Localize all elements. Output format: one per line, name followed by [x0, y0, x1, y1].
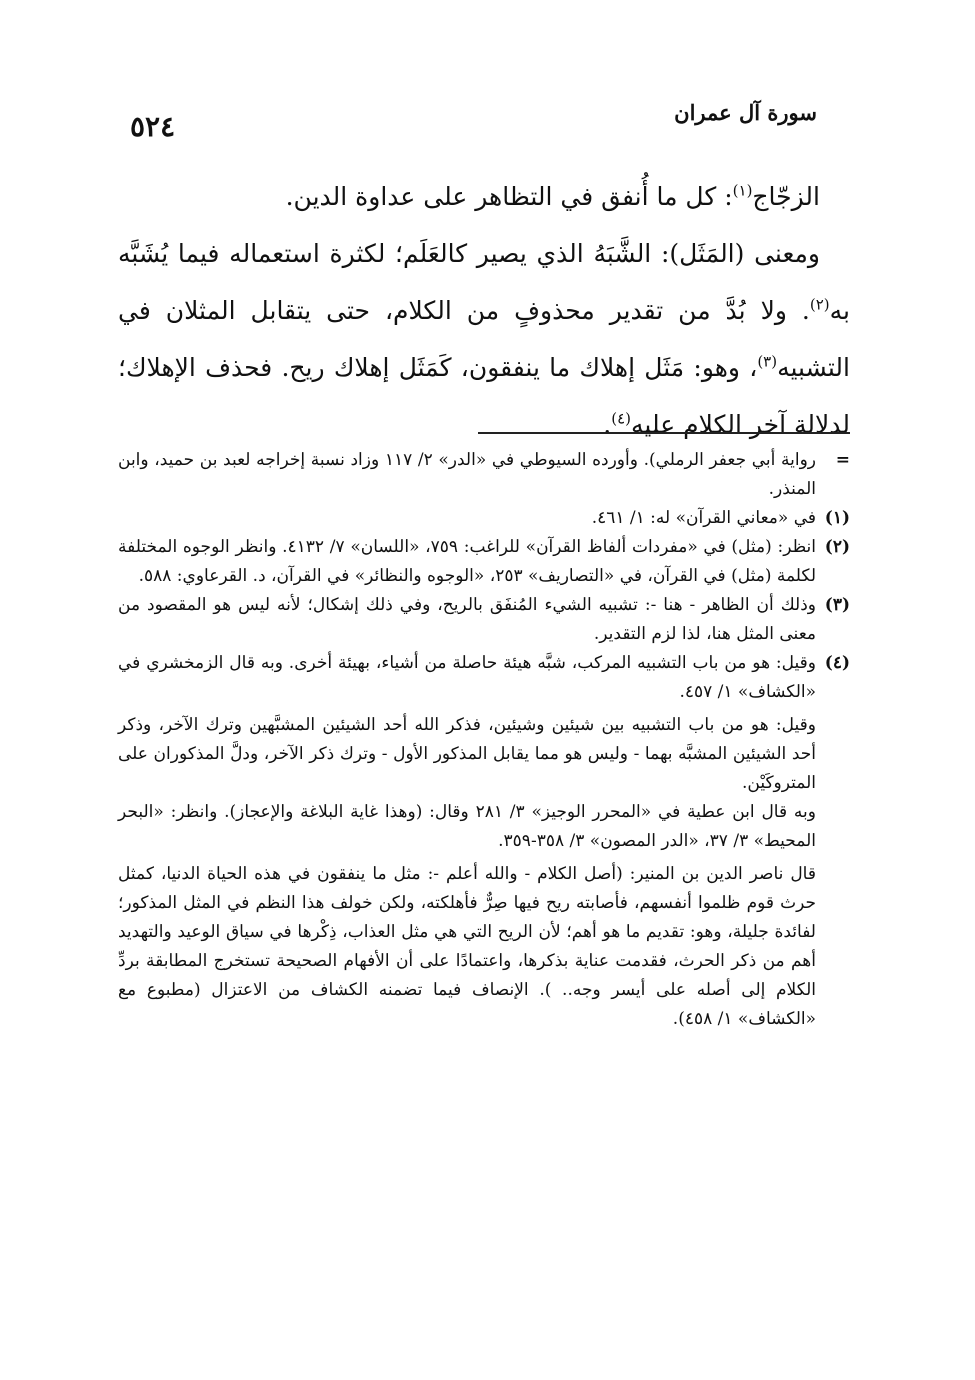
footnote-number: (٤) — [824, 653, 850, 673]
main-paragraph-2 — [118, 225, 850, 453]
page-number: ٥٢٤ — [130, 110, 176, 143]
continuation-marker: = — [835, 450, 850, 470]
main-text-span: : كل ما أُنفق في التظاهر على عداوة الدين. — [285, 182, 733, 211]
footnote-text: انظر: (مثل) في «مفردات ألفاظ القرآن» للراغب: ٧٥٩، «اللسان» ٧/ ٤١٣٢. وانظر الوجوه المختلفة لكلمة (مثل) في القرآن، في «التصاريف» ٢٥٣، «الوجوه والنظائر» في القرآن، د. القرعاوي: ٥٨٨. — [118, 537, 816, 586]
main-text-span: ومعنى (المَثَل): الشَّبَهُ الذي يصير كالعَلَم؛ لكثرة استعماله فيما يُشَبَّه به — [118, 239, 850, 325]
running-header — [118, 92, 857, 152]
footnote-separator — [478, 432, 850, 434]
footnote-ref-3: (٣) — [757, 352, 778, 371]
footnote-4-paragraph-2: وقيل: هو من باب التشبيه بين شيئين وشيئين، فذكر الله أحد الشيئين المشبَّهين وترك الآخر، وذكر أحد الشيئين المشبَّه بهما - وليس هو مما يقابل المذكور الأول - وترك ذكر الآخر، ودلَّ المذكوران على المتروكَيْن. — [118, 715, 816, 793]
main-text-span: . ولا بُدَّ من تقدير محذوفٍ من الكلام، حتى يتقابل المثلان في التشبيه — [118, 296, 850, 382]
footnote-2 — [118, 533, 850, 591]
footnote-number: (١) — [824, 508, 850, 528]
footnote-4-paragraph-3: وبه قال ابن عطية في «المحرر الوجيز» ٣/ ٢٨١ وقال: (وهذا غاية البلاغة والإعجاز). وانظر: «البحر المحيط» ٣/ ٣٧، «الدر المصون» ٣/ ٣٥٨-٣٥٩. — [118, 802, 816, 851]
main-text-span: ، وهو: مَثَل إهلاك ما ينفقون، كَمَثَل إهلاك ريح. فحذف الإهلاك؛ لدلالة آخر الكلام عليه — [118, 353, 850, 439]
footnote-4 — [118, 649, 850, 707]
main-paragraph-1 — [118, 168, 850, 225]
footnote-3 — [118, 591, 850, 649]
footnotes — [118, 446, 850, 1034]
footnote-ref-1: (١) — [732, 181, 753, 200]
footnote-1 — [118, 504, 850, 533]
footnote-4-paragraph-4: قال ناصر الدين بن المنير: (أصل الكلام - والله أعلم -: مثل ما ينفقون في هذه الحياة الدنيا، كمثل حرث قوم ظلموا أنفسهم، فأصابته ريح فيها صِرٌّ فأهلكته، ولكن خولف هذا النظم في المثل المذكور؛ لفائدة جليلة، وهو: تقديم ما هو أهم؛ لأن الريح التي هي مثل العذاب، ذِكْرها في سياق الوعيد والتهديد أهم من ذكر الحرث، فقدمت عناية بذكرها، واعتمادًا على أن الأفهام الصحيحة تستخرج المطابقة بردِّ الكلام إلى أصله على أيسر وجه.. ). الإنصاف فيما تضمنه الكشاف من الاعتزال (مطبوع مع «الكشاف» ١/ ٤٥٨). — [118, 864, 816, 1029]
main-text — [118, 168, 850, 453]
footnote-number: (٣) — [824, 595, 850, 615]
main-text-span: الزجّاج — [752, 182, 820, 211]
footnote-continuation — [118, 446, 850, 504]
footnote-ref-4: (٤) — [611, 409, 632, 428]
footnote-number: (٢) — [824, 537, 850, 557]
surah-title: سورة آل عمران — [674, 100, 817, 125]
footnote-text: وذلك أن الظاهر - هنا -: تشبيه الشيء المُنفَق بالريح، وفي ذلك إشكال؛ لأنه ليس هو المقصود من معنى المثل هنا، لذا لزم التقدير. — [118, 595, 816, 644]
footnote-text: وقيل: هو من باب التشبيه المركب، شبَّه هيئة حاصلة من أشياء، بهيئة أخرى. وبه قال الزمخشري في «الكشاف» ١/ ٤٥٧. — [118, 653, 816, 702]
footnote-ref-2: (٢) — [809, 295, 830, 314]
footnote-text: رواية أبي جعفر الرملي). وأورده السيوطي في «الدر» ٢/ ١١٧ وزاد نسبة إخراجه لعبد بن حميد، وابن المنذر. — [118, 450, 816, 499]
main-text-span: . — [603, 410, 612, 439]
footnote-text: في «معاني القرآن» له: ١/ ٤٦١. — [591, 508, 816, 528]
